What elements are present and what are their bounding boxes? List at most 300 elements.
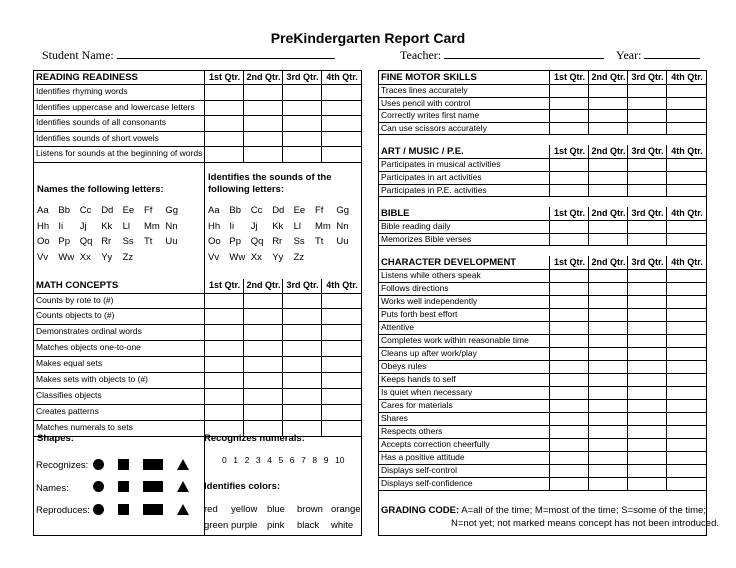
grade-cell-q1 <box>549 464 589 477</box>
reading-item-label: Identifies rhyming words <box>36 86 128 96</box>
grade-cell-q3 <box>282 293 322 309</box>
grading-code <box>381 505 706 516</box>
numeral: 0 <box>222 455 227 465</box>
grade-cell-q1 <box>549 412 589 425</box>
grade-cell-q1 <box>204 293 244 309</box>
table-row <box>34 356 361 373</box>
color-word: red <box>204 504 218 515</box>
grade-cell-q3 <box>282 131 322 147</box>
color-word: yellow <box>231 504 258 515</box>
table-row <box>34 404 361 421</box>
grade-cell-q2 <box>588 308 628 321</box>
letter-pair: Bb <box>229 205 242 216</box>
letter-pair: Mm <box>315 220 331 232</box>
art-header-q1: 1st Qtr. <box>549 145 589 158</box>
fine_motor-title: FINE MOTOR SKILLS <box>381 72 477 83</box>
grade-cell-q3 <box>282 115 322 131</box>
grade-cell-q1 <box>549 425 589 438</box>
grade-cell-q3 <box>627 184 667 197</box>
grade-cell-q2 <box>243 293 283 309</box>
grading-code-line1: A=all of the time; M=most of the time; S=some of the time; <box>461 505 706 516</box>
grade-cell-q3 <box>627 282 667 295</box>
teacher-label: Teacher: <box>400 48 442 62</box>
letter-pair: Zz <box>122 251 134 263</box>
year-field <box>616 47 700 63</box>
color-word: brown <box>297 504 323 515</box>
student-name-field <box>42 47 335 63</box>
table-row <box>34 115 361 132</box>
letter-pair: Ii <box>58 220 64 232</box>
math-item-label: Makes equal sets <box>36 358 103 369</box>
character-header-row <box>379 256 706 270</box>
grade-cell-q3 <box>627 477 667 490</box>
table-row <box>379 399 706 413</box>
shapes-title: Shapes: <box>37 433 74 444</box>
grade-cell-q3 <box>627 451 667 464</box>
teacher-field <box>400 47 604 63</box>
fine_motor-header-q4: 4th Qtr. <box>666 71 707 84</box>
math-header-q1: 1st Qtr. <box>204 279 244 293</box>
year-line <box>644 47 700 59</box>
grade-cell-q2 <box>243 372 283 388</box>
student-name-label: Student Name: <box>42 48 114 62</box>
grade-cell-q2 <box>243 404 283 420</box>
grade-cell-q4 <box>666 477 707 490</box>
square-icon <box>118 459 129 470</box>
grade-cell-q2 <box>588 233 628 246</box>
grade-cell-q2 <box>588 399 628 412</box>
grade-cell-q2 <box>588 477 628 490</box>
bible-title: BIBLE <box>381 208 410 219</box>
letter-pair: Ss <box>293 236 305 247</box>
rectangle-icon <box>143 459 163 470</box>
grade-cell-q4 <box>666 373 707 386</box>
math-item-label: Classifies objects <box>36 389 102 400</box>
letter-pair: Xx <box>250 251 262 263</box>
table-row <box>379 386 706 400</box>
grade-cell-q1 <box>549 282 589 295</box>
letter-pair: Ee <box>293 205 306 216</box>
grade-cell-q2 <box>243 131 283 147</box>
grade-cell-q3 <box>627 412 667 425</box>
letter-pair: Qq <box>250 236 264 247</box>
table-row <box>34 293 361 310</box>
rectangle-icon <box>143 504 163 515</box>
grade-cell-q1 <box>204 308 244 324</box>
letter-pair: Kk <box>101 220 113 232</box>
grade-cell-q4 <box>666 171 707 184</box>
grade-cell-q2 <box>243 388 283 404</box>
triangle-icon <box>177 459 189 470</box>
letter-pair: Oo <box>208 236 221 247</box>
grade-cell-q2 <box>243 115 283 131</box>
shapes-recognizes-label: Recognizes: <box>36 460 89 471</box>
art-item-label: Participates in musical activities <box>381 159 501 169</box>
grade-cell-q1 <box>549 97 589 110</box>
grade-cell-q4 <box>666 295 707 308</box>
bible-item-label: Memorizes Bible verses <box>381 233 472 244</box>
numerals-title: Recognizes numerals: <box>204 433 305 444</box>
math-header-row <box>34 279 361 294</box>
color-word: blue <box>267 504 285 515</box>
letter-pair: Nn <box>336 220 349 232</box>
letter-pair: Pp <box>229 236 242 247</box>
circle-icon <box>93 504 104 515</box>
fine_motor-item-label: Can use scissors accurately <box>381 122 487 133</box>
color-word: orange <box>331 504 361 515</box>
table-row <box>34 372 361 389</box>
character-item-label: Keeps hands to self <box>381 374 456 384</box>
numeral: 9 <box>323 455 329 465</box>
numeral: 4 <box>267 455 272 465</box>
letter-pair: Ff <box>144 205 153 216</box>
grade-cell-q1 <box>549 109 589 122</box>
grade-cell-q1 <box>204 100 244 116</box>
grade-cell-q1 <box>204 340 244 356</box>
grade-cell-q4 <box>666 464 707 477</box>
color-word: green <box>204 519 229 531</box>
reading-title: READING READINESS <box>36 72 138 83</box>
grade-cell-q4 <box>666 158 707 171</box>
character-item-label: Cleans up after work/play <box>381 348 477 358</box>
reading-header-row <box>34 71 361 85</box>
reading-header-q1: 1st Qtr. <box>204 71 244 84</box>
art-header-row <box>379 145 706 159</box>
grade-cell-q4 <box>666 386 707 399</box>
character-item-label: Follows directions <box>381 283 449 293</box>
character-item-label: Is quiet when necessary <box>381 387 473 397</box>
grade-cell-q2 <box>588 334 628 347</box>
shapes-reproduces-label: Reproduces: <box>36 505 90 516</box>
letter-pair: Uu <box>336 236 349 247</box>
letter-pair: Ww <box>58 251 75 263</box>
grade-cell-q1 <box>204 356 244 372</box>
square-icon <box>118 504 129 515</box>
letter-pair: Qq <box>79 236 93 247</box>
letter-pair: Tt <box>144 236 153 247</box>
math-item-label: Demonstrates ordinal words <box>36 326 142 337</box>
letter-pair: Ss <box>122 236 134 247</box>
grade-cell-q3 <box>282 146 322 162</box>
character-item-label: Cares for materials <box>381 400 453 410</box>
grade-cell-q1 <box>549 269 589 282</box>
grade-cell-q3 <box>627 386 667 399</box>
fine_motor-header-q3: 3rd Qtr. <box>627 71 667 84</box>
grade-cell-q1 <box>549 373 589 386</box>
art-header-q4: 4th Qtr. <box>666 145 707 158</box>
grade-cell-q4 <box>321 388 362 404</box>
grade-cell-q2 <box>588 464 628 477</box>
letter-pair: Tt <box>315 236 324 247</box>
grade-cell-q3 <box>627 97 667 110</box>
letter-pair: Cc <box>250 205 263 216</box>
circle-icon <box>93 481 104 492</box>
grade-cell-q2 <box>588 360 628 373</box>
grade-cell-q3 <box>627 122 667 135</box>
grade-cell-q2 <box>588 425 628 438</box>
table-row <box>379 412 706 426</box>
grade-cell-q3 <box>282 100 322 116</box>
grade-cell-q4 <box>666 308 707 321</box>
math-header-q4: 4th Qtr. <box>321 279 362 293</box>
letter-pair: Vv <box>208 251 220 263</box>
character-header-q3: 3rd Qtr. <box>627 256 667 269</box>
bible-header-row <box>379 207 706 221</box>
grade-cell-q4 <box>666 233 707 246</box>
numeral: 1 <box>233 455 239 465</box>
rectangle-icon <box>143 481 163 492</box>
table-row <box>379 122 706 136</box>
grade-cell-q4 <box>321 420 362 436</box>
letter-pair: Dd <box>272 205 285 216</box>
letter-pair: Bb <box>58 205 71 216</box>
grade-cell-q4 <box>321 293 362 309</box>
grade-cell-q3 <box>627 399 667 412</box>
reading-header-q2: 2nd Qtr. <box>243 71 283 84</box>
grade-cell-q3 <box>627 308 667 321</box>
letter-pair: Rr <box>272 236 283 247</box>
grade-cell-q2 <box>588 321 628 334</box>
grade-cell-q3 <box>282 404 322 420</box>
grade-cell-q2 <box>588 122 628 135</box>
math-header-q2: 2nd Qtr. <box>243 279 283 293</box>
grade-cell-q1 <box>549 184 589 197</box>
grade-cell-q2 <box>588 158 628 171</box>
letter-pair: Hh <box>208 220 221 232</box>
grade-cell-q1 <box>549 451 589 464</box>
grade-cell-q3 <box>627 171 667 184</box>
student-name-line <box>117 47 335 59</box>
grade-cell-q4 <box>321 404 362 420</box>
left-panel <box>33 70 362 536</box>
letter-pair: Gg <box>336 205 350 216</box>
grade-cell-q4 <box>321 84 362 100</box>
grade-cell-q1 <box>549 399 589 412</box>
grade-cell-q4 <box>666 321 707 334</box>
bible-header-q4: 4th Qtr. <box>666 207 707 220</box>
table-row <box>34 308 361 325</box>
table-row <box>379 97 706 111</box>
table-row <box>34 100 361 117</box>
grade-cell-q1 <box>549 386 589 399</box>
grade-cell-q1 <box>549 308 589 321</box>
numeral: 3 <box>255 455 261 465</box>
grade-cell-q1 <box>549 438 589 451</box>
grade-cell-q1 <box>204 84 244 100</box>
letter-pair: Ll <box>293 220 301 232</box>
grade-cell-q1 <box>549 220 589 233</box>
grade-cell-q2 <box>588 97 628 110</box>
table-row <box>379 347 706 361</box>
grade-cell-q4 <box>666 412 707 425</box>
grade-cell-q1 <box>204 131 244 147</box>
shapes-names-label: Names: <box>36 483 69 494</box>
square-icon <box>118 481 129 492</box>
grade-cell-q3 <box>627 373 667 386</box>
grade-cell-q4 <box>666 425 707 438</box>
year-label: Year: <box>616 48 642 62</box>
grade-cell-q3 <box>627 269 667 282</box>
grade-cell-q2 <box>588 109 628 122</box>
grade-cell-q3 <box>282 308 322 324</box>
table-row <box>379 282 706 296</box>
character-item-label: Shares <box>381 413 408 423</box>
grade-cell-q1 <box>204 404 244 420</box>
grade-cell-q2 <box>588 220 628 233</box>
table-row <box>379 84 706 98</box>
letter-pair: Ee <box>122 205 135 216</box>
grade-cell-q2 <box>588 84 628 97</box>
grade-cell-q1 <box>204 388 244 404</box>
grade-cell-q2 <box>243 146 283 162</box>
grade-cell-q2 <box>588 282 628 295</box>
grade-cell-q2 <box>588 412 628 425</box>
table-row <box>34 388 361 405</box>
grade-cell-q4 <box>666 438 707 451</box>
fine_motor-item-label: Traces lines accurately <box>381 85 468 95</box>
letter-pair: Dd <box>101 205 114 216</box>
fine_motor-header-q1: 1st Qtr. <box>549 71 589 84</box>
letter-pair: Ll <box>122 220 130 232</box>
grade-cell-q3 <box>627 84 667 97</box>
table-row <box>379 171 706 185</box>
grade-cell-q2 <box>243 324 283 340</box>
reading-item-label: Identifies sounds of all consonants <box>36 117 166 128</box>
table-row <box>34 131 361 148</box>
grade-cell-q3 <box>627 360 667 373</box>
grade-cell-q2 <box>243 100 283 116</box>
grade-cell-q2 <box>588 269 628 282</box>
grade-cell-q3 <box>282 84 322 100</box>
teacher-line <box>444 47 604 59</box>
character-item-label: Accepts correction cheerfully <box>381 439 490 449</box>
grade-cell-q2 <box>243 356 283 372</box>
reading-divider <box>34 162 361 163</box>
grade-cell-q2 <box>243 84 283 100</box>
character-item-label: Displays self-control <box>381 465 458 475</box>
bible-header-q1: 1st Qtr. <box>549 207 589 220</box>
reading-header-q4: 4th Qtr. <box>321 71 362 84</box>
grade-cell-q2 <box>243 308 283 324</box>
grade-cell-q4 <box>321 146 362 162</box>
reading-item-label: Listens for sounds at the beginning of words <box>36 148 203 159</box>
letter-pair: Rr <box>101 236 112 247</box>
reading-item-label: Identifies sounds of short vowels <box>36 132 159 143</box>
art-header-q2: 2nd Qtr. <box>588 145 628 158</box>
grade-cell-q4 <box>666 184 707 197</box>
math-header-q3: 3rd Qtr. <box>282 279 322 293</box>
grade-cell-q3 <box>627 464 667 477</box>
grade-cell-q2 <box>588 184 628 197</box>
grade-cell-q3 <box>627 347 667 360</box>
grade-cell-q1 <box>549 171 589 184</box>
grade-cell-q4 <box>321 100 362 116</box>
letter-pair: Jj <box>250 220 258 232</box>
letter-pair: Uu <box>165 236 178 247</box>
table-row <box>379 220 706 234</box>
grade-cell-q3 <box>282 372 322 388</box>
table-row <box>379 451 706 465</box>
color-word: purple <box>231 519 258 531</box>
grade-cell-q4 <box>666 97 707 110</box>
math-item-label: Creates patterns <box>36 405 99 416</box>
art-header-q3: 3rd Qtr. <box>627 145 667 158</box>
grade-cell-q4 <box>666 269 707 282</box>
character-item-label: Displays self-confidence <box>381 478 473 488</box>
color-word: black <box>297 519 320 531</box>
table-row <box>379 295 706 309</box>
grade-cell-q1 <box>204 146 244 162</box>
letter-pair: Yy <box>101 251 113 263</box>
letter-pair: Aa <box>37 205 49 216</box>
grade-cell-q4 <box>666 282 707 295</box>
table-row <box>34 420 361 437</box>
table-row <box>379 360 706 374</box>
table-row <box>379 269 706 283</box>
grade-cell-q4 <box>321 372 362 388</box>
letter-pair: Ff <box>315 205 324 216</box>
table-row <box>379 425 706 439</box>
grade-cell-q2 <box>243 340 283 356</box>
table-row <box>379 373 706 387</box>
table-row <box>379 158 706 172</box>
grade-cell-q4 <box>321 308 362 324</box>
character-header-q1: 1st Qtr. <box>549 256 589 269</box>
table-row <box>34 146 361 163</box>
letter-pair: Vv <box>37 251 49 263</box>
numeral: 6 <box>289 455 295 465</box>
grade-cell-q1 <box>204 115 244 131</box>
grade-cell-q3 <box>627 425 667 438</box>
grade-cell-q2 <box>588 171 628 184</box>
color-word: white <box>331 519 354 531</box>
letter-pair: Pp <box>58 236 71 247</box>
grade-cell-q2 <box>588 295 628 308</box>
table-row <box>379 184 706 198</box>
grade-cell-q2 <box>588 438 628 451</box>
grade-cell-q3 <box>282 324 322 340</box>
letter-pair: Ii <box>229 220 235 232</box>
numeral: 7 <box>301 455 306 465</box>
character-item-label: Respects others <box>381 426 443 436</box>
letter-pair: Kk <box>272 220 284 232</box>
table-row <box>379 109 706 123</box>
fine_motor-header-row <box>379 71 706 85</box>
table-row <box>379 438 706 452</box>
math-item-label: Matches objects one-to-one <box>36 342 141 353</box>
grade-cell-q4 <box>666 84 707 97</box>
character-header-q4: 4th Qtr. <box>666 256 707 269</box>
bible-item-label: Bible reading daily <box>381 221 451 231</box>
colors-title: Identifies colors: <box>204 481 281 492</box>
grade-cell-q3 <box>282 388 322 404</box>
character-item-label: Works well independently <box>381 296 478 306</box>
grade-cell-q4 <box>321 324 362 340</box>
grade-cell-q4 <box>321 131 362 147</box>
triangle-icon <box>177 481 189 492</box>
fine_motor-item-label: Uses pencil with control <box>381 97 471 108</box>
grade-cell-q3 <box>282 340 322 356</box>
circle-icon <box>93 459 104 470</box>
letter-pair: Ww <box>229 251 246 263</box>
grade-cell-q4 <box>321 356 362 372</box>
table-row <box>379 308 706 322</box>
art-item-label: Participates in P.E. activities <box>381 184 487 195</box>
color-word: pink <box>267 519 285 531</box>
grade-cell-q1 <box>549 360 589 373</box>
numeral: 2 <box>244 455 250 465</box>
grade-cell-q3 <box>627 295 667 308</box>
